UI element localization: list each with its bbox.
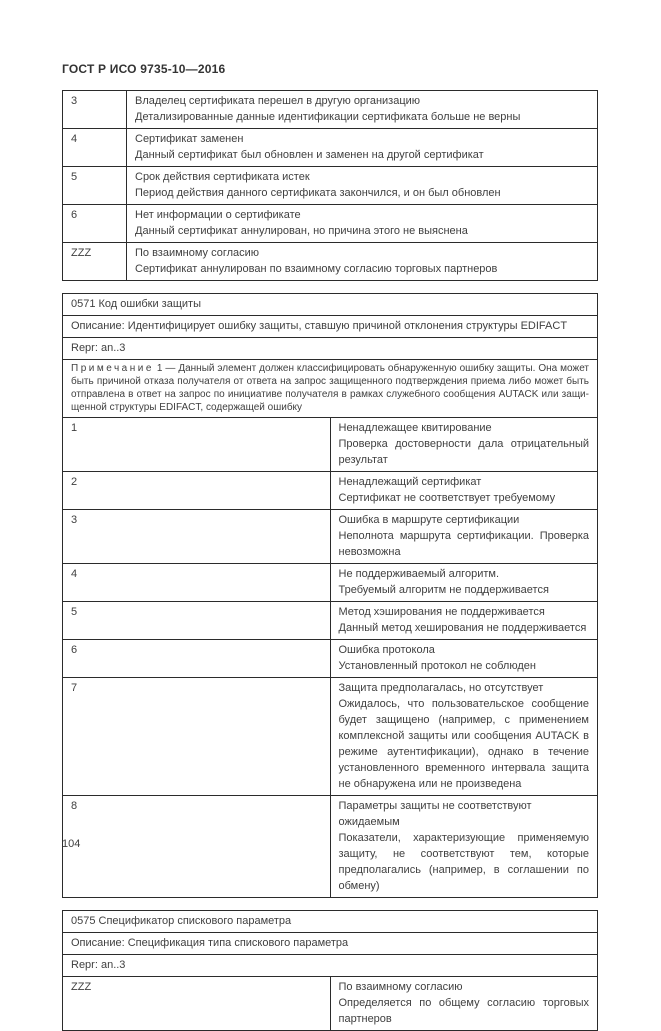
code-description-cell (330, 472, 598, 510)
page-number: 104 (62, 838, 81, 850)
code-value: 3 (63, 91, 127, 129)
list-parameter-qualifier-table (62, 910, 598, 1031)
code-description-cell (330, 796, 598, 898)
code-title: Сертификат заменен (135, 133, 244, 145)
element-note (63, 360, 598, 418)
table-row (63, 678, 598, 796)
code-description: Неполнота маршрута сертификации. Проверка невозможна (338, 530, 589, 558)
code-description: Требуемый алгоритм не поддерживается (338, 584, 549, 596)
table-row (63, 472, 598, 510)
code-description-cell (330, 640, 598, 678)
element-repr: Repr: an..3 (63, 338, 598, 360)
code-title: Параметры защиты не соответствуют ожидаемым (338, 800, 532, 828)
code-description-cell (127, 167, 598, 205)
code-description-cell (127, 91, 598, 129)
code-title: Ошибка протокола (338, 644, 435, 656)
certificate-status-codes-table (62, 90, 598, 281)
code-title: По взаимному согласию (338, 981, 463, 993)
code-description: Данный метод хеширования не поддерживается (338, 622, 587, 634)
note-text: Данный элемент должен классифицировать обнаруженную ошибку защиты. Она может быть причиной отказа получателя от ответа на запрос защищенного подтверждения приема либо может быть отправлена в ответ на запрос по инициативе получателя в рамках служебного сообщения AUTACK или защищенной структуры EDIFACT, содержащей ошибку (71, 363, 590, 413)
code-description: Ожидалось, что пользовательское сообщение будет защищено (например, с применением комплексной защиты или сообщения AUTACK в режиме аутентификации), однако в течение установленного временного интервала защита не обнаружена или не произведена (338, 698, 589, 790)
table-row (63, 955, 598, 977)
table-row (63, 564, 598, 602)
code-description-cell (330, 977, 598, 1031)
table-row (63, 294, 598, 316)
element-description: Описание: Спецификация типа спискового параметра (63, 933, 598, 955)
table-row (63, 977, 598, 1031)
code-title: Ошибка в маршруте сертификации (338, 514, 520, 526)
code-title: Ненадлежащее квитирование (338, 422, 492, 434)
code-value: ZZZ (63, 243, 127, 281)
element-title: 0571 Код ошибки защиты (63, 294, 598, 316)
code-title: Ненадлежащий сертификат (338, 476, 482, 488)
code-value: 5 (63, 602, 331, 640)
code-value: 7 (63, 678, 331, 796)
code-description: Сертификат не соответствует требуемому (338, 492, 556, 504)
code-value: 8 (63, 796, 331, 898)
table-row (63, 360, 598, 418)
document-header: ГОСТ Р ИСО 9735-10—2016 (62, 62, 226, 76)
code-value: 4 (63, 129, 127, 167)
code-description-cell (127, 205, 598, 243)
code-description: Сертификат аннулирован по взаимному согласию торговых партнеров (135, 263, 498, 275)
table-row (63, 338, 598, 360)
code-description: Данный сертификат был обновлен и заменен на другой сертификат (135, 149, 484, 161)
code-description: Проверка достоверности дала отрицательный результат (338, 438, 589, 466)
code-title: Не поддерживаемый алгоритм. (338, 568, 499, 580)
code-value: 3 (63, 510, 331, 564)
code-description: Установленный протокол не соблюден (338, 660, 536, 672)
element-description: Описание: Идентифицирует ошибку защиты, ставшую причиной отклонения структуры EDIFACT (63, 316, 598, 338)
code-description: Период действия данного сертификата закончился, и он был обновлен (135, 187, 501, 199)
code-description-cell (330, 678, 598, 796)
table-row (63, 640, 598, 678)
code-description: Определяется по общему согласию торговых партнеров (338, 997, 589, 1025)
table-row (63, 933, 598, 955)
table-row (63, 602, 598, 640)
code-description-cell (330, 418, 598, 472)
note-number: 1 — (156, 363, 176, 374)
code-description-cell (127, 129, 598, 167)
code-title: Срок действия сертификата истек (135, 171, 310, 183)
code-description-cell (330, 510, 598, 564)
code-value: 6 (63, 640, 331, 678)
code-title: Защита предполагалась, но отсутствует (338, 682, 544, 694)
code-value: 6 (63, 205, 127, 243)
code-title: Владелец сертификата перешел в другую организацию (135, 95, 421, 107)
code-value: 1 (63, 418, 331, 472)
code-description: Данный сертификат аннулирован, но причина этого не выяснена (135, 225, 468, 237)
element-repr: Repr: an..3 (63, 955, 598, 977)
table-row (63, 91, 598, 129)
table-row (63, 316, 598, 338)
code-value: 2 (63, 472, 331, 510)
code-title: Нет информации о сертификате (135, 209, 301, 221)
table-row (63, 167, 598, 205)
code-title: Метод хэширования не поддерживается (338, 606, 545, 618)
security-error-code-table (62, 293, 598, 898)
table-row (63, 510, 598, 564)
table-row (63, 205, 598, 243)
code-description: Детализированные данные идентификации сертификата больше не верны (135, 111, 521, 123)
code-description-cell (330, 602, 598, 640)
code-value: 4 (63, 564, 331, 602)
table-row (63, 911, 598, 933)
code-description: Показатели, характеризующие применяемую защиту, не соответствуют тем, которые предполагались (например, в соглашении по обмену) (338, 832, 589, 892)
table-row (63, 796, 598, 898)
code-value: ZZZ (63, 977, 331, 1031)
code-title: По взаимному согласию (135, 247, 260, 259)
code-description-cell (127, 243, 598, 281)
element-title: 0575 Спецификатор спискового параметра (63, 911, 598, 933)
table-row (63, 418, 598, 472)
table-row (63, 243, 598, 281)
code-description-cell (330, 564, 598, 602)
code-value: 5 (63, 167, 127, 205)
note-label: Примечание (71, 363, 154, 374)
table-row (63, 129, 598, 167)
